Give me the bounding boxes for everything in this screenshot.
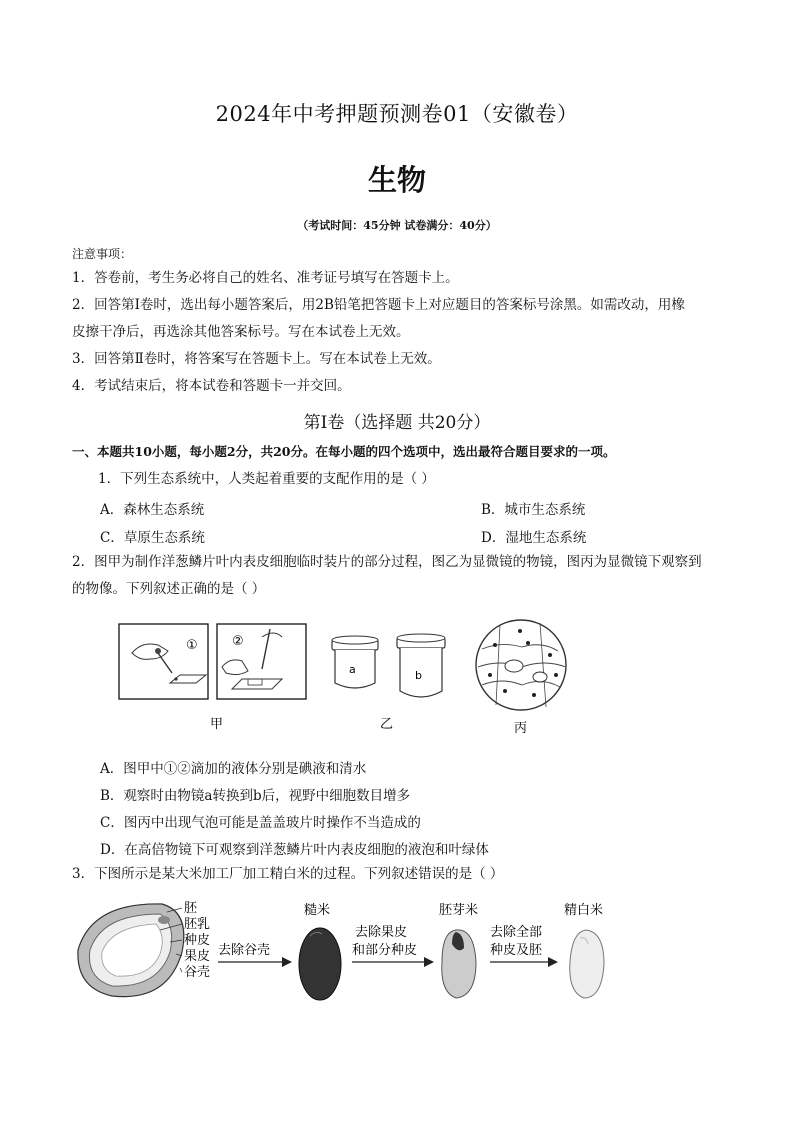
section-instruction: 一、本题共10小题，每小题2分，共20分。在每小题的四个选项中，选出最符合题目要求的一项。: [72, 444, 616, 459]
step-remove-pericarp-line2: 和部分种皮: [352, 943, 418, 958]
lens-b-label: b: [415, 669, 422, 682]
arrow-icon: [548, 957, 558, 967]
stage-brown-rice: 糙米: [304, 903, 331, 918]
q3-stem: 3．下图所示是某大米加工厂加工精白米的过程。下列叙述错误的是（ ）: [72, 866, 504, 882]
q2-option-a: A．图甲中①②滴加的液体分别是碘液和清水: [100, 761, 367, 777]
notes-heading: 注意事项：: [72, 247, 133, 261]
figure-label-yi: 乙: [380, 717, 394, 732]
objective-lens-a: [332, 636, 378, 688]
q1-stem: 1．下列生态系统中，人类起着重要的支配作用的是（ ）: [98, 471, 435, 487]
step1-marker: ①: [186, 638, 198, 653]
part-label-husk: 谷壳: [184, 965, 211, 980]
q2-stem-line2: 的物像。下列叙述正确的是（ ）: [72, 581, 266, 597]
q1-option-d: D．湿地生态系统: [481, 530, 587, 546]
stage-polished-rice: 精白米: [564, 903, 604, 918]
objective-lens-b: [397, 634, 445, 697]
brown-rice-grain: [299, 928, 341, 1000]
q2-option-b: B．观察时由物镜a转换到b后，视野中细胞数目增多: [100, 788, 411, 804]
part-label-endosperm: 胚乳: [184, 917, 211, 932]
part-label-pericarp: 果皮: [184, 949, 211, 964]
step-remove-embryo-line2: 种皮及胚: [490, 943, 543, 958]
step1-panel: [119, 624, 208, 699]
subject-title: 生物: [367, 163, 426, 197]
q1-option-c: C．草原生态系统: [100, 530, 205, 546]
part-label-embryo: 胚: [184, 901, 198, 916]
q1-option-b: B．城市生态系统: [481, 502, 586, 518]
microscope-view: [476, 620, 566, 710]
figure-label-jia: 甲: [210, 717, 224, 732]
lens-a-label: a: [349, 663, 356, 676]
q3-figure: [72, 892, 632, 1012]
part-label-seed-coat: 种皮: [184, 933, 211, 948]
q2-option-c: C．图丙中出现气泡可能是盖盖玻片时操作不当造成的: [100, 815, 421, 831]
rice-grain-diagram: [78, 904, 184, 997]
q1-option-a: A．森林生态系统: [100, 502, 205, 518]
step-remove-husk: 去除谷壳: [218, 943, 271, 958]
arrow-icon: [424, 957, 434, 967]
step2-panel: [217, 624, 306, 699]
q2-stem-line1: 2．图甲为制作洋葱鳞片叶内表皮细胞临时装片的部分过程，图乙为显微镜的物镜，图丙为显微镜下观察到: [72, 554, 702, 570]
paper-title: 2024年中考押题预测卷01（安徽卷）: [215, 102, 579, 126]
exam-info: （考试时间：45分钟 试卷满分：40分）: [297, 219, 497, 232]
stage-germ-rice: 胚芽米: [439, 903, 479, 918]
note-item: 4．考试结束后，将本试卷和答题卡一并交回。: [72, 378, 351, 394]
section-title: 第Ⅰ卷（选择题 共20分）: [303, 413, 491, 433]
q2-figure: [110, 615, 590, 745]
arrow-icon: [282, 957, 292, 967]
figure-label-bing: 丙: [514, 721, 528, 736]
note-item: 皮擦干净后，再选涂其他答案标号。写在本试卷上无效。: [72, 324, 410, 340]
note-item: 3．回答第Ⅱ卷时，将答案写在答题卡上。写在本试卷上无效。: [72, 351, 441, 367]
step2-marker: ②: [232, 634, 244, 649]
step-remove-pericarp-line1: 去除果皮: [355, 925, 408, 940]
q2-option-d: D．在高倍物镜下可观察到洋葱鳞片叶内表皮细胞的液泡和叶绿体: [100, 842, 489, 858]
note-item: 1．答卷前，考生务必将自己的姓名、准考证号填写在答题卡上。: [72, 270, 459, 286]
note-item: 2．回答第Ⅰ卷时，选出每小题答案后，用2B铅笔把答题卡上对应题目的答案标号涂黑。如需改动，用橡: [72, 297, 685, 313]
germ-rice-grain: [442, 930, 476, 998]
step-remove-embryo-line1: 去除全部: [490, 925, 543, 940]
polished-rice-grain: [570, 930, 604, 998]
